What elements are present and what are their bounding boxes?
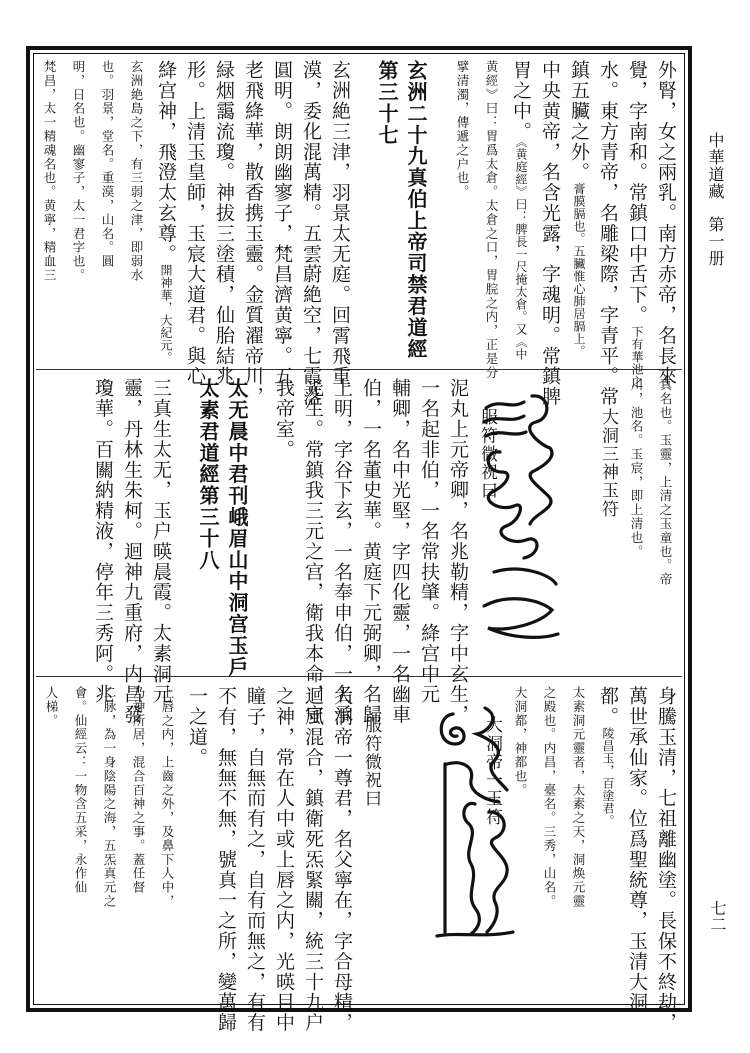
column-text: 胃之中。 bbox=[510, 60, 532, 142]
text-column bbox=[151, 60, 180, 365]
column-text: 梵昌，太一精魂名也。黄寧，精血三 bbox=[42, 60, 57, 283]
commentary-column bbox=[153, 686, 182, 1001]
section-heading bbox=[356, 686, 385, 1001]
column-text: 伯，一名董史華。黄庭下元弼卿，名歸 bbox=[360, 378, 382, 725]
column-text: 大洞都，神都也。 bbox=[513, 686, 528, 798]
scripture-title bbox=[372, 60, 401, 365]
column-text: 大洞帝一尊君，名父寧在，字合母精， bbox=[331, 686, 353, 1033]
text-column bbox=[180, 60, 209, 387]
text-column bbox=[211, 686, 240, 1033]
column-text: 也。羽景，堂名。重漠，山名。圓 bbox=[100, 60, 115, 269]
column-text: 覺，字南和。常鎮口中舌下。 bbox=[626, 60, 648, 326]
column-text: 絳宫神，飛澄太玄尊。 bbox=[155, 60, 177, 264]
column-text: 中央黄帝，名含光露，字魂明。常鎮脾 bbox=[539, 60, 561, 407]
column-spacer bbox=[354, 60, 372, 365]
column-text: 圓明。朗朗幽寥子，梵昌濟黄寧。五 bbox=[271, 60, 293, 387]
column-text: 三真生太无，玉户暎晨霞。太素洞元 bbox=[150, 378, 172, 705]
column-text: 一名起非伯，一名常扶肇。絳宫中元 bbox=[418, 378, 440, 705]
lower-columns bbox=[37, 686, 680, 1033]
column-text: 會。仙經云：一物含五采，永作仙 bbox=[73, 686, 88, 895]
section-heading bbox=[593, 378, 622, 673]
lower-register bbox=[40, 686, 680, 1033]
column-text: 鎮五臟之外。 bbox=[568, 60, 590, 183]
text-column bbox=[267, 60, 296, 387]
column-text: 服符微祝曰 bbox=[477, 408, 497, 500]
column-spacer bbox=[430, 60, 448, 365]
column-text: 玄洲二十九真伯上帝司禁君道經 bbox=[404, 60, 428, 360]
page-number: 七二 bbox=[708, 900, 727, 932]
column-text: 太素君道經第三十八 bbox=[196, 378, 220, 571]
column-text: 服符微祝曰 bbox=[361, 716, 381, 808]
column-text: 川，池名。玉宸，即上清也。 bbox=[629, 378, 644, 559]
scripture-title bbox=[193, 378, 222, 673]
text-column bbox=[385, 378, 414, 725]
text-column bbox=[269, 378, 298, 673]
column-text: 黄經》曰：胃爲太倉。太倉之口，胃脘之内，正是分 bbox=[484, 60, 499, 380]
volume-label: 第一册 bbox=[706, 216, 725, 268]
commentary-column bbox=[124, 686, 153, 1001]
column-text: 緑烟靄流瓊。神拔三塗積，仙胎結兆 bbox=[213, 60, 235, 387]
text-column bbox=[651, 686, 680, 1033]
text-column bbox=[506, 60, 535, 365]
column-text: 都。 bbox=[597, 686, 619, 727]
column-text: 明，日名也。幽寥子，太一君字也。 bbox=[71, 60, 86, 283]
commentary-column bbox=[651, 378, 680, 673]
column-text: 真名也。玉靈，上清之玉童也。帝 bbox=[658, 378, 673, 587]
text-column bbox=[356, 378, 385, 725]
commentary-column bbox=[64, 60, 93, 365]
scripture-title bbox=[222, 378, 251, 678]
column-text: 二脉，為一身陰陽之海，五炁真元之 bbox=[102, 686, 117, 909]
commentary-column bbox=[122, 60, 151, 365]
running-head bbox=[704, 132, 727, 277]
column-text: 擘清濁，傳遞之户也。 bbox=[455, 60, 470, 199]
column-text: 靈，丹林生朱柯。迴神九重府，内昌發 bbox=[121, 378, 143, 725]
column-text: 大洞帝一玉符 bbox=[482, 716, 502, 827]
text-column bbox=[298, 686, 327, 1033]
commentary-column bbox=[564, 686, 593, 1001]
column-text: 迴風混合，鎮衛死炁緊關，統三十九户 bbox=[302, 686, 324, 1033]
column-text: 太素洞元靈者，太素之天，洞焕元靈 bbox=[571, 686, 586, 909]
commentary-column bbox=[535, 686, 564, 1001]
text-column bbox=[327, 686, 356, 1033]
text-column bbox=[325, 60, 354, 387]
commentary-column bbox=[477, 60, 506, 380]
column-text: 大洞三神玉符 bbox=[598, 408, 618, 519]
talisman-emperor-one-icon bbox=[435, 704, 515, 954]
text-column bbox=[298, 378, 327, 725]
inline-commentary: 下有華池之 bbox=[630, 325, 644, 388]
column-text: 瓊華。百關納精液，停年三秀阿。兆 bbox=[92, 378, 114, 705]
text-column bbox=[593, 60, 622, 407]
text-column bbox=[296, 60, 325, 407]
scripture-title bbox=[401, 60, 430, 365]
column-text: 水。東方青帝，名雕梁際，字青平。常 bbox=[597, 60, 619, 407]
column-text: 不有，無無不無，號真一之所，變萬歸 bbox=[215, 686, 237, 1033]
text-column bbox=[622, 60, 651, 388]
column-text: 上唇之内，上齒之外，及鼻下人中， bbox=[160, 686, 175, 909]
column-spacer bbox=[251, 378, 269, 673]
column-text: 我帝室。 bbox=[273, 378, 295, 460]
text-column bbox=[269, 686, 298, 1033]
text-column bbox=[327, 378, 356, 725]
inline-commentary: 膏膜膈也。五臟惟心肺居膈上。 bbox=[572, 182, 586, 358]
inline-commentary: 陵昌玉，百塗君。 bbox=[601, 726, 615, 827]
column-text: 玄洲絶島之下，有三弱之津，即弱水 bbox=[129, 60, 144, 283]
column-text: 漠，委化混萬精。五雲蔚絶空，七霞落 bbox=[300, 60, 322, 407]
text-column bbox=[240, 686, 269, 1033]
text-column bbox=[117, 378, 146, 725]
text-column bbox=[182, 686, 211, 1001]
text-column bbox=[238, 60, 267, 407]
column-text: 太无晨中君刊峨眉山中洞宫玉戶 bbox=[225, 378, 249, 678]
talisman-three-spirits-icon bbox=[480, 388, 560, 648]
text-column bbox=[414, 378, 443, 705]
column-text: 之神，常在人中或上唇之内，光暎目中 bbox=[273, 686, 295, 1033]
text-column bbox=[622, 686, 651, 1013]
column-text: 泥丸上元帝卿，名兆勒精，字中玄生， bbox=[447, 378, 469, 725]
text-column bbox=[443, 378, 472, 725]
inline-commentary: 開神華，大紀元。 bbox=[159, 264, 173, 364]
collection-title: 中華道藏 bbox=[706, 132, 725, 200]
column-text: 萬世承仙家。位爲聖統尊，玉清大洞 bbox=[626, 686, 648, 1013]
text-column bbox=[535, 60, 564, 407]
text-column bbox=[564, 60, 593, 365]
commentary-column bbox=[95, 686, 124, 1001]
commentary-column bbox=[448, 60, 477, 365]
column-text: 形。上清玉皇師，玉宸大道君。與心 bbox=[184, 60, 206, 387]
column-text: 乃神所居，混合百神之事。蓋任督 bbox=[131, 686, 146, 895]
text-column bbox=[593, 686, 622, 1001]
text-column bbox=[209, 60, 238, 387]
upper-register bbox=[40, 60, 680, 407]
column-text: 之殿也。内昌，臺名。三秀，山名。 bbox=[542, 686, 557, 909]
text-column bbox=[651, 60, 680, 387]
text-column bbox=[146, 378, 175, 705]
middle-columns bbox=[88, 378, 680, 725]
commentary-column bbox=[37, 686, 66, 1001]
column-text: 老飛絳華，散香携玉靈。金質濯帝川， bbox=[242, 60, 264, 407]
register-divider-upper bbox=[36, 369, 682, 370]
commentary-column bbox=[35, 60, 64, 365]
column-text: 第三十七 bbox=[375, 60, 399, 146]
column-spacer bbox=[175, 378, 193, 673]
commentary-column bbox=[622, 378, 651, 673]
column-text: 玄洲絶三津，羽景太无庭。回霄飛重 bbox=[329, 60, 351, 387]
column-text: 瞳子，自無而有之，自有而無之，有有 bbox=[244, 686, 266, 1033]
commentary-column bbox=[66, 686, 95, 1001]
text-column bbox=[88, 378, 117, 705]
column-text: 外腎，女之兩乳。南方赤帝，名長來 bbox=[655, 60, 677, 387]
column-text: 光生。常鎮我三元之宫，衛我本命，守 bbox=[302, 378, 324, 725]
column-text: 上明，字谷下玄，一名奉申伯，一名承 bbox=[331, 378, 353, 725]
column-text: 輔卿，名中光堅，字四化靈，一名幽車 bbox=[389, 378, 411, 725]
upper-columns bbox=[35, 60, 680, 407]
commentary-column bbox=[93, 60, 122, 365]
inline-commentary: 《黄庭經》曰：脾長一尺掩太倉。又《中 bbox=[514, 141, 528, 361]
column-text: 一之道。 bbox=[186, 686, 208, 768]
column-text: 身騰玉清，七祖離幽塗。長保不終劫， bbox=[655, 686, 677, 1033]
column-text: 人梯。 bbox=[44, 686, 59, 728]
